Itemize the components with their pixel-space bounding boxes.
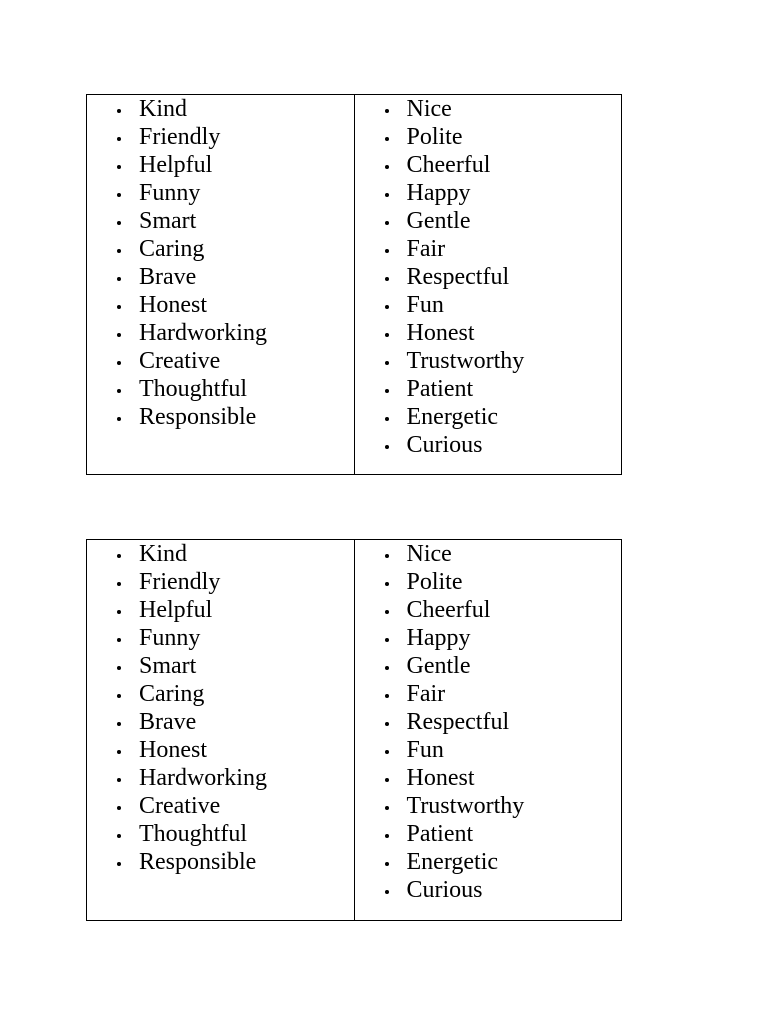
list-item: Curious: [355, 431, 622, 459]
list-item: Responsible: [87, 848, 354, 876]
list-item: Caring: [87, 680, 354, 708]
list-item: Helpful: [87, 596, 354, 624]
list-item: Polite: [355, 123, 622, 151]
list-item: Thoughtful: [87, 820, 354, 848]
list-item: Happy: [355, 179, 622, 207]
list-item: Funny: [87, 179, 354, 207]
list-item: Fair: [355, 235, 622, 263]
list-item: Smart: [87, 652, 354, 680]
list-item: Honest: [87, 291, 354, 319]
list-item: Smart: [87, 207, 354, 235]
list-item: Honest: [355, 319, 622, 347]
word-list-right: [355, 540, 622, 904]
list-item: Energetic: [355, 848, 622, 876]
list-item: Fair: [355, 680, 622, 708]
list-item: Cheerful: [355, 596, 622, 624]
list-item: Thoughtful: [87, 375, 354, 403]
list-item: Brave: [87, 708, 354, 736]
list-item: Caring: [87, 235, 354, 263]
table-row: [87, 540, 622, 921]
list-item: Creative: [87, 347, 354, 375]
list-item: Responsible: [87, 403, 354, 431]
list-item: Hardworking: [87, 764, 354, 792]
list-item: Trustworthy: [355, 792, 622, 820]
list-item: Happy: [355, 624, 622, 652]
list-item: Nice: [355, 95, 622, 123]
left-column-cell: [87, 95, 355, 475]
list-item: Cheerful: [355, 151, 622, 179]
list-item: Helpful: [87, 151, 354, 179]
right-column-cell: [354, 540, 622, 921]
word-list-left: [87, 95, 354, 431]
list-item: Trustworthy: [355, 347, 622, 375]
right-column-cell: [354, 95, 622, 475]
list-item: Curious: [355, 876, 622, 904]
list-item: Kind: [87, 540, 354, 568]
list-item: Brave: [87, 263, 354, 291]
list-item: Energetic: [355, 403, 622, 431]
list-item: Respectful: [355, 708, 622, 736]
list-item: Kind: [87, 95, 354, 123]
list-item: Friendly: [87, 123, 354, 151]
word-table-1: [86, 94, 622, 475]
list-item: Honest: [355, 764, 622, 792]
word-list-left: [87, 540, 354, 876]
list-item: Funny: [87, 624, 354, 652]
list-item: Nice: [355, 540, 622, 568]
list-item: Patient: [355, 820, 622, 848]
word-table-2: [86, 539, 622, 921]
list-item: Fun: [355, 291, 622, 319]
list-item: Gentle: [355, 207, 622, 235]
left-column-cell: [87, 540, 355, 921]
list-item: Respectful: [355, 263, 622, 291]
list-item: Friendly: [87, 568, 354, 596]
list-item: Polite: [355, 568, 622, 596]
table-row: [87, 95, 622, 475]
list-item: Creative: [87, 792, 354, 820]
list-item: Gentle: [355, 652, 622, 680]
list-item: Honest: [87, 736, 354, 764]
word-list-right: [355, 95, 622, 459]
list-item: Hardworking: [87, 319, 354, 347]
list-item: Fun: [355, 736, 622, 764]
list-item: Patient: [355, 375, 622, 403]
